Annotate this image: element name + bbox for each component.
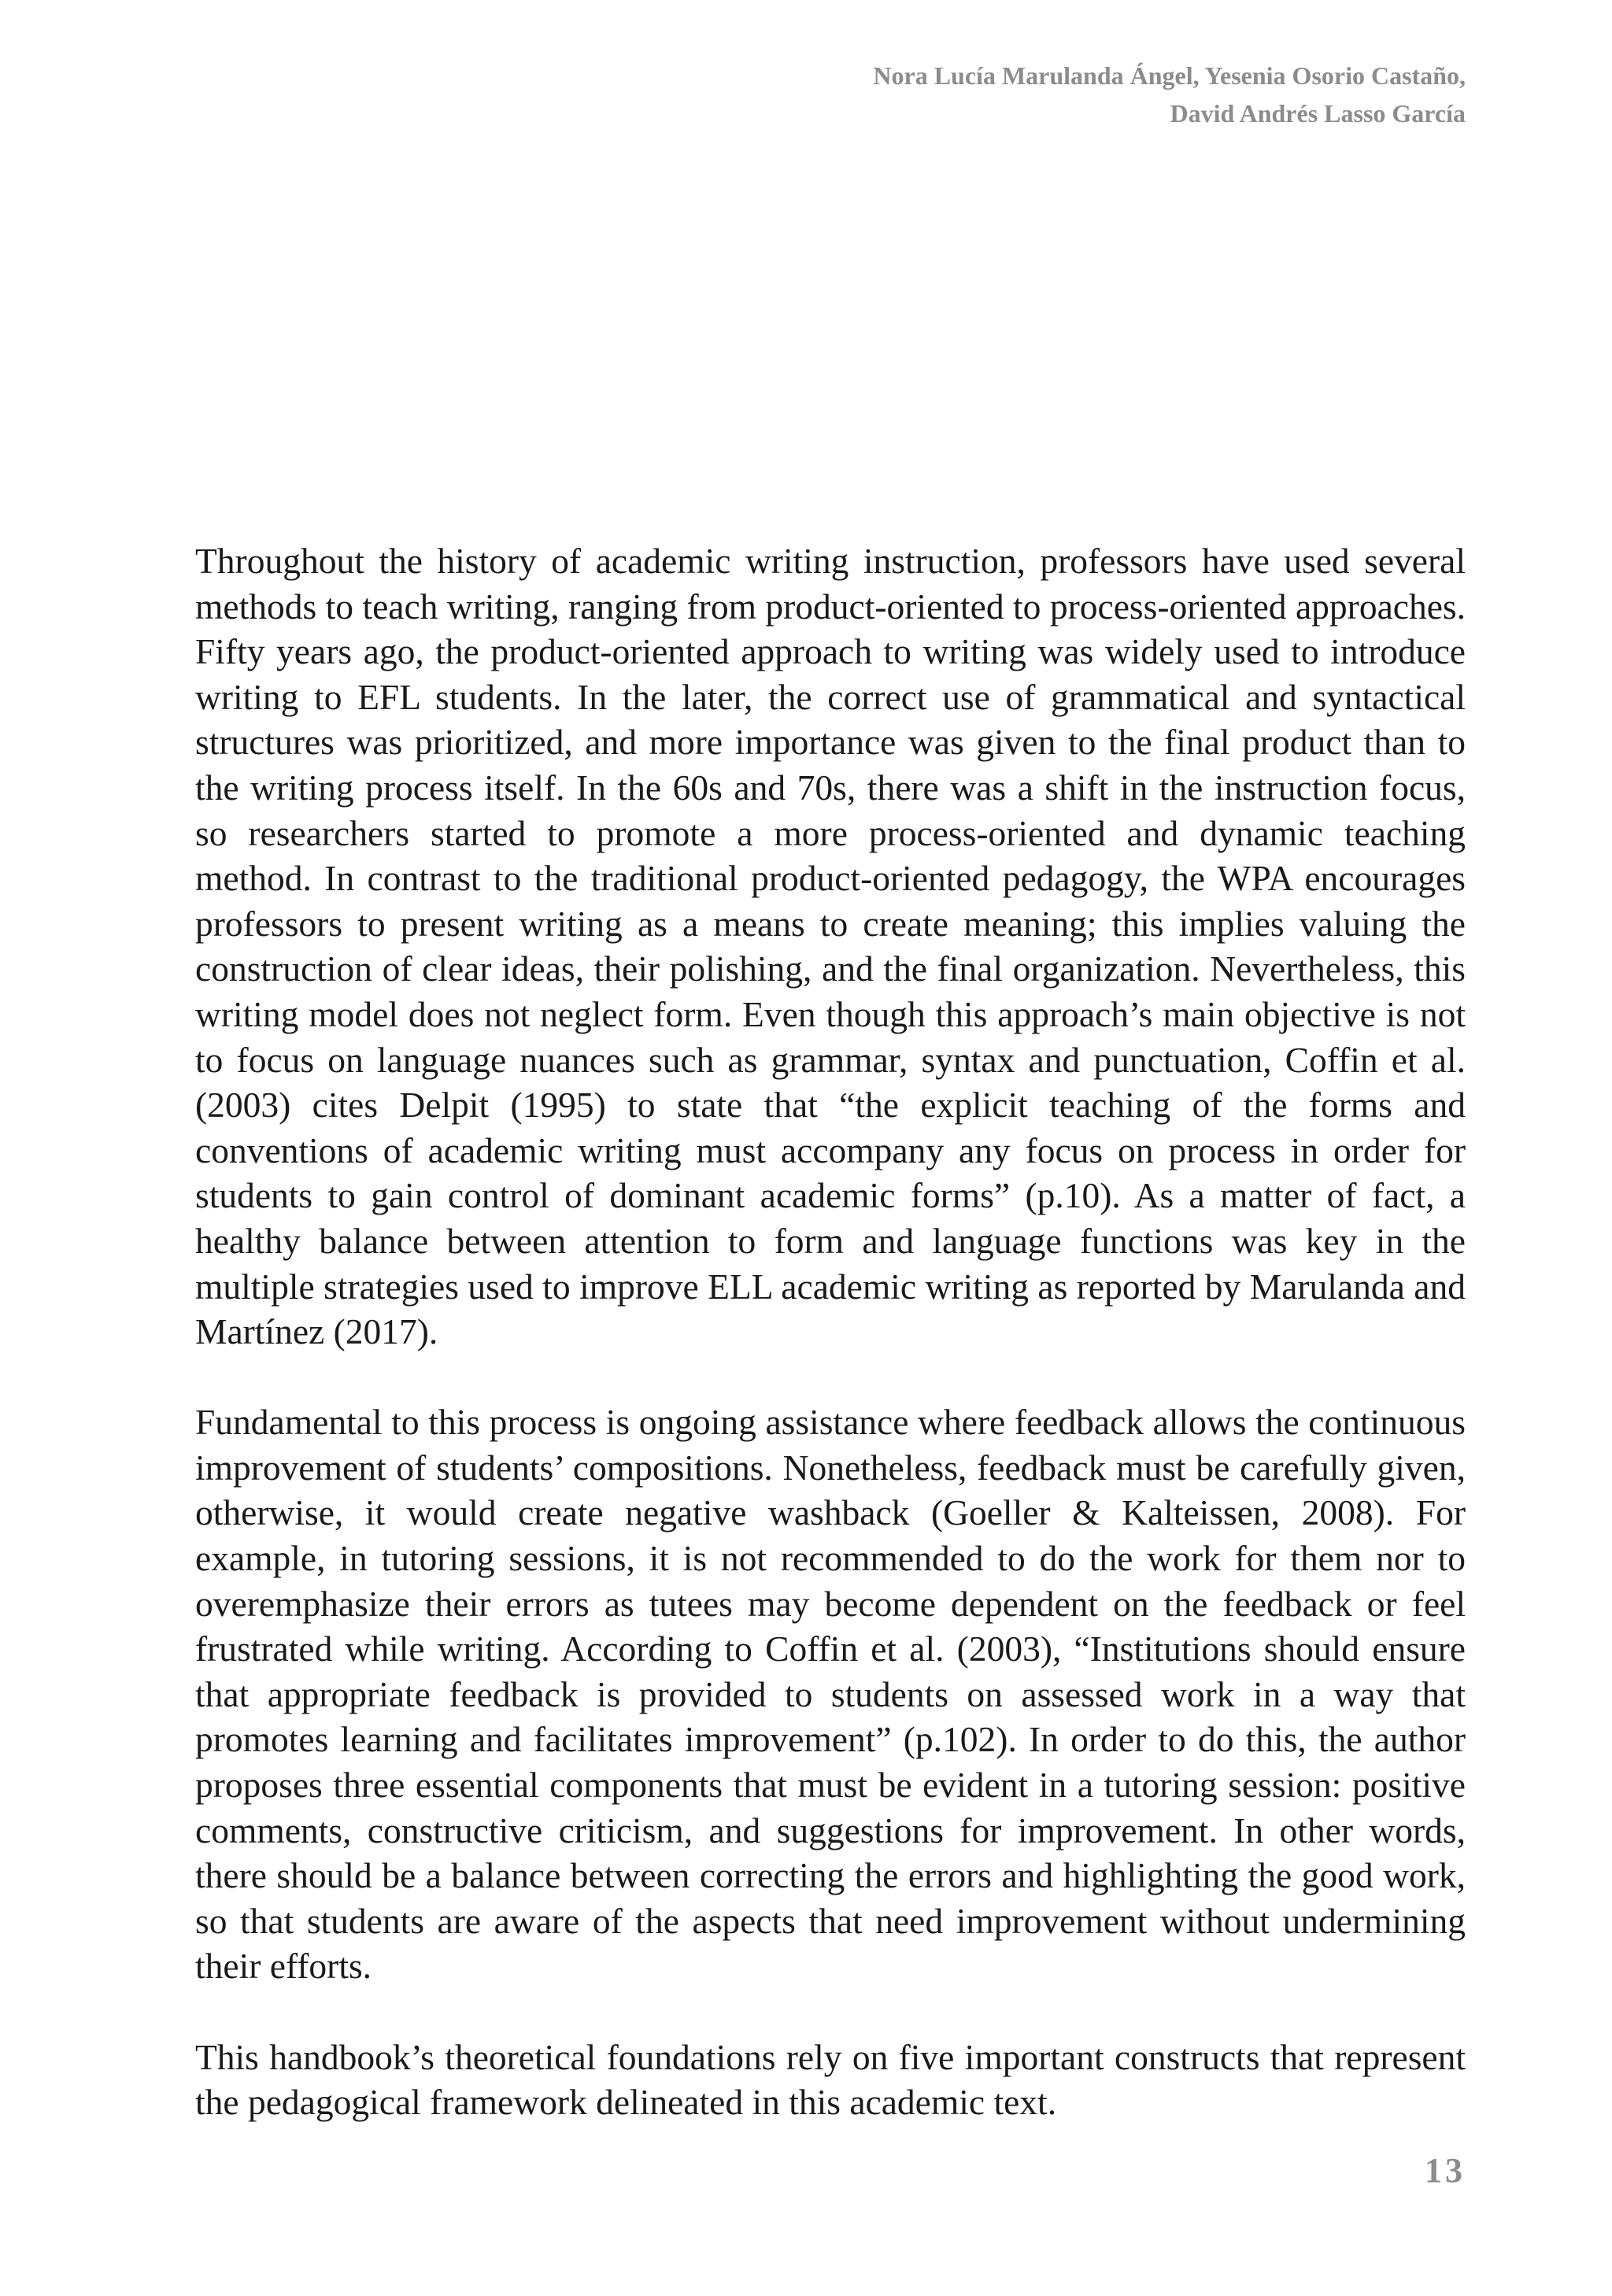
paragraph-1: Throughout the history of academic writing instruction, professors have used several methods to teach writing, ranging from product-oriented to process-oriented approaches. Fifty years ago, the product-oriented approach to writing was widely used to introduce writing to EFL students. In the later, the correct use of grammatical and syntactical structures was prioritized, and more importance was given to the final product than to the writing process itself. In the 60s and 70s, there was a shift in the instruction focus, so researchers started to promote a more process-oriented and dynamic teaching method. In contrast to the traditional product-oriented pedagogy, the WPA encourages professors to present writing as a means to create meaning; this implies valuing the construction of clear ideas, their polishing, and the final organization. Nevertheless, this writing model does not neglect form. Even though this approach’s main objective is not to focus on language nuances such as grammar, syntax and punctuation, Coffin et al. (2003) cites Delpit (1995) to state that “the explicit teaching of the forms and conventions of academic writing must accompany any focus on process in order for students to gain control of dominant academic forms” (p.10). As a matter of fact, a healthy balance between attention to form and language functions was key in the multiple strategies used to improve ELL academic writing as reported by Marulanda and Martínez (2017). xyxy=(195,541,1466,1352)
paragraph-3: This handbook’s theoretical foundations rely on five important constructs that represent the pedagogical framework delineated in this academic text. xyxy=(195,2036,1466,2123)
paragraph-2: Fundamental to this process is ongoing assistance where feedback allows the continuous improvement of students’ compositions. Nonetheless, feedback must be carefully given, otherwise, it would create negative washback (Goeller & Kalteissen, 2008). For example, in tutoring sessions, it is not recommended to do the work for them nor to overemphasize their errors as tutees may become dependent on the feedback or feel frustrated while writing. According to Coffin et al. (2003), “Institutions should ensure that appropriate feedback is provided to students on assessed work in a way that promotes learning and facilitates improvement” (p.102). In order to do this, the author proposes three essential components that must be evident in a tutoring session: positive comments, constructive criticism, and suggestions for improvement. In other words, there should be a balance between correcting the errors and highlighting the good work, so that students are aware of the aspects that need improvement without undermining their efforts. xyxy=(195,1402,1466,1987)
running-head-authors xyxy=(600,57,1466,132)
page-number: 13 xyxy=(1425,2151,1466,2190)
body-text xyxy=(195,538,1466,2170)
authors-line-1: Nora Lucía Marulanda Ángel, Yesenia Osorio Castaño, xyxy=(873,61,1466,90)
authors-line-2: David Andrés Lasso García xyxy=(1170,99,1466,128)
